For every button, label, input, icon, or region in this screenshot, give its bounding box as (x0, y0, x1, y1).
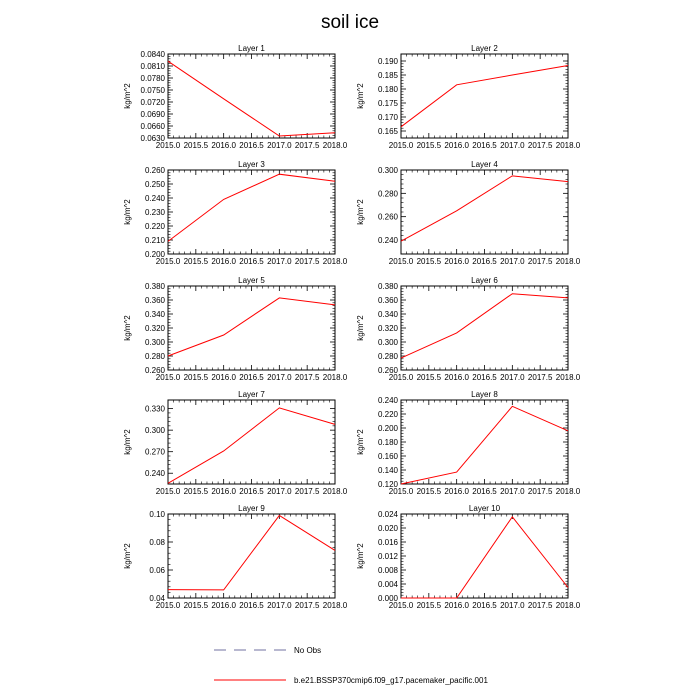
layer-7-ylabel: kg/m^2 (123, 429, 132, 455)
layer-3-panel (123, 160, 348, 266)
layer-8-ytick-label: 0.160 (377, 452, 398, 461)
layer-2-ylabel: kg/m^2 (356, 83, 365, 109)
layer-2-frame (401, 54, 568, 138)
layer-2-ytick-label: 0.190 (377, 57, 398, 66)
layer-5-series-line (168, 298, 335, 356)
layer-10-xtick-label: 2016.0 (444, 601, 469, 610)
layer-9-title: Layer 9 (238, 504, 265, 513)
layer-8-ytick-label: 0.220 (377, 410, 398, 419)
layer-8-xtick-label: 2015.5 (416, 487, 442, 496)
layer-4-ytick-label: 0.260 (377, 212, 398, 222)
layer-9-panel (123, 504, 348, 610)
layer-6-title: Layer 6 (471, 276, 498, 285)
layer-1-xtick-label: 2015.0 (155, 141, 181, 150)
layer-4-ylabel: kg/m^2 (356, 199, 365, 225)
layer-8-xtick-label: 2018.0 (555, 487, 581, 496)
layer-7-title: Layer 7 (238, 390, 265, 399)
layer-1-ytick-label: 0.0840 (140, 50, 165, 59)
layer-7-ytick-label: 0.240 (144, 469, 165, 479)
layer-6-ytick-label: 0.260 (377, 366, 398, 375)
layer-7-xtick-label: 2016.0 (211, 487, 236, 496)
layer-3-ytick-label: 0.200 (144, 250, 165, 259)
layer-6-ylabel: kg/m^2 (356, 315, 365, 341)
layer-1-panel (123, 44, 348, 150)
layer-9-xtick-label: 2017.5 (294, 601, 320, 610)
layer-2-ytick-label: 0.185 (377, 71, 398, 80)
layer-3-xtick-label: 2015.5 (183, 257, 209, 266)
legend-model-label: b.e21.BSSP370cmip6.f09_g17.pacemaker_pacific.001 (294, 676, 488, 685)
layer-7-xtick-label: 2018.0 (322, 487, 348, 496)
layer-4-xtick-label: 2015.5 (416, 257, 442, 266)
layer-1-frame (168, 54, 335, 138)
layer-6-panel (356, 276, 581, 382)
layer-2-ytick-label: 0.175 (377, 99, 398, 108)
layer-9-xtick-label: 2016.5 (239, 601, 264, 610)
layer-2-xtick-label: 2017.5 (527, 141, 553, 150)
layer-5-xtick-label: 2016.0 (211, 373, 236, 382)
layer-6-ytick-label: 0.380 (377, 282, 398, 291)
layer-3-xtick-label: 2015.0 (155, 257, 181, 266)
layer-8-panel (356, 390, 581, 496)
layer-10-title: Layer 10 (468, 504, 501, 513)
layer-4-xtick-label: 2018.0 (555, 257, 581, 266)
layer-8-series-line (401, 406, 568, 484)
layer-1-series-line (168, 61, 335, 136)
layer-6-ytick-label: 0.320 (377, 324, 398, 333)
layer-2-xtick-label: 2018.0 (555, 141, 581, 150)
layer-3-xtick-label: 2016.5 (239, 257, 264, 266)
layer-6-ytick-label: 0.280 (377, 352, 398, 361)
layer-3-title: Layer 3 (238, 160, 265, 169)
layer-8-ytick-label: 0.140 (377, 466, 398, 475)
layer-1-xtick-label: 2018.0 (322, 141, 348, 150)
layer-10-ytick-label: 0.004 (377, 580, 398, 589)
layer-8-xtick-label: 2017.5 (527, 487, 553, 496)
layer-2-series-line (401, 65, 568, 126)
layer-8-ylabel: kg/m^2 (356, 429, 365, 455)
layer-5-ytick-label: 0.320 (144, 324, 165, 333)
layer-5-panel (123, 276, 348, 382)
layer-4-series-line (401, 176, 568, 241)
layer-4-xtick-label: 2016.0 (444, 257, 469, 266)
layer-9-ytick-label: 0.08 (149, 538, 165, 547)
layer-2-ytick-label: 0.165 (377, 127, 398, 136)
layer-10-ytick-label: 0.016 (377, 538, 398, 547)
layer-4-xtick-label: 2015.0 (388, 257, 414, 266)
layer-1-ytick-label: 0.0690 (140, 110, 165, 119)
layer-1-ylabel: kg/m^2 (123, 83, 132, 109)
layer-3-ytick-label: 0.250 (144, 180, 165, 189)
layer-9-ytick-label: 0.10 (149, 510, 165, 519)
layer-5-ytick-label: 0.260 (144, 366, 165, 375)
layer-3-xtick-label: 2016.0 (211, 257, 236, 266)
layer-9-ytick-label: 0.04 (149, 594, 165, 603)
layer-4-panel (356, 160, 581, 266)
layer-2-panel (356, 44, 581, 150)
layer-1-ytick-label: 0.0780 (140, 74, 165, 83)
layer-8-xtick-label: 2016.0 (444, 487, 469, 496)
layer-7-ytick-label: 0.270 (144, 447, 165, 457)
layer-10-ytick-label: 0.012 (377, 552, 398, 561)
layer-3-xtick-label: 2017.0 (267, 257, 292, 266)
layer-5-ytick-label: 0.380 (144, 282, 165, 291)
layer-1-ytick-label: 0.0750 (140, 86, 165, 95)
layer-2-ytick-label: 0.170 (377, 113, 398, 122)
layer-9-ylabel: kg/m^2 (123, 543, 132, 569)
layer-10-ytick-label: 0.020 (377, 524, 398, 533)
layer-8-ytick-label: 0.180 (377, 438, 398, 447)
layer-3-ylabel: kg/m^2 (123, 199, 132, 225)
layer-7-series-line (168, 408, 335, 483)
layer-5-xtick-label: 2016.5 (239, 373, 264, 382)
layer-8-title: Layer 8 (471, 390, 498, 399)
layer-5-ytick-label: 0.360 (144, 296, 165, 305)
layer-7-xtick-label: 2015.0 (155, 487, 181, 496)
layer-1-xtick-label: 2016.5 (239, 141, 264, 150)
layer-10-xtick-label: 2017.0 (500, 601, 525, 610)
layer-5-frame (168, 286, 335, 370)
layer-9-xtick-label: 2017.0 (267, 601, 292, 610)
layer-5-xtick-label: 2018.0 (322, 373, 348, 382)
layer-8-xtick-label: 2016.5 (472, 487, 497, 496)
layer-3-ytick-label: 0.240 (144, 194, 165, 203)
layer-2-xtick-label: 2015.5 (416, 141, 442, 150)
layer-6-ytick-label: 0.360 (377, 296, 398, 305)
layer-10-ytick-label: 0.024 (377, 510, 398, 519)
layer-7-frame (168, 400, 335, 484)
layer-8-frame (401, 400, 568, 484)
panels (123, 44, 581, 610)
layer-4-ytick-label: 0.300 (377, 166, 398, 175)
layer-3-series-line (168, 174, 335, 241)
layer-5-ytick-label: 0.300 (144, 338, 165, 347)
layer-6-xtick-label: 2017.5 (527, 373, 553, 382)
layer-6-ytick-label: 0.300 (377, 338, 398, 347)
layer-10-ytick-label: 0.008 (377, 566, 398, 575)
layer-6-xtick-label: 2018.0 (555, 373, 581, 382)
layer-2-title: Layer 2 (471, 44, 498, 53)
layer-5-ylabel: kg/m^2 (123, 315, 132, 341)
layer-8-ytick-label: 0.240 (377, 396, 398, 405)
layer-9-ytick-label: 0.06 (149, 566, 165, 575)
layer-6-xtick-label: 2015.5 (416, 373, 442, 382)
layer-1-xtick-label: 2015.5 (183, 141, 209, 150)
layer-4-xtick-label: 2016.5 (472, 257, 497, 266)
layer-10-xtick-label: 2016.5 (472, 601, 497, 610)
layer-1-xtick-label: 2017.0 (267, 141, 292, 150)
layer-1-ytick-label: 0.0630 (140, 134, 165, 143)
layer-10-series-line (401, 517, 568, 598)
layer-5-xtick-label: 2017.0 (267, 373, 292, 382)
layer-7-xtick-label: 2017.0 (267, 487, 292, 496)
layer-7-panel (123, 390, 348, 496)
legend-no-obs-label: No Obs (294, 646, 322, 655)
layer-10-xtick-label: 2017.5 (527, 601, 553, 610)
layer-3-ytick-label: 0.210 (144, 236, 165, 245)
layer-9-series-line (168, 515, 335, 589)
layer-4-frame (401, 170, 568, 254)
layer-4-xtick-label: 2017.0 (500, 257, 525, 266)
figure-title: soil ice (320, 12, 380, 33)
layer-4-ytick-label: 0.240 (377, 236, 398, 245)
layer-7-xtick-label: 2016.5 (239, 487, 264, 496)
layer-6-xtick-label: 2015.0 (388, 373, 414, 382)
layer-8-ytick-label: 0.200 (377, 424, 398, 433)
layer-9-xtick-label: 2015.0 (155, 601, 181, 610)
layer-5-xtick-label: 2015.0 (155, 373, 181, 382)
layer-6-xtick-label: 2016.5 (472, 373, 497, 382)
layer-3-xtick-label: 2018.0 (322, 257, 348, 266)
layer-6-xtick-label: 2017.0 (500, 373, 525, 382)
layer-5-xtick-label: 2017.5 (294, 373, 320, 382)
layer-7-ytick-label: 0.330 (144, 404, 165, 414)
layer-10-panel (356, 504, 581, 610)
layer-4-title: Layer 4 (471, 160, 498, 169)
layer-3-ytick-label: 0.230 (144, 208, 165, 217)
layer-2-xtick-label: 2015.0 (388, 141, 414, 150)
layer-1-ytick-label: 0.0660 (140, 122, 165, 131)
legend (214, 646, 488, 685)
layer-10-xtick-label: 2018.0 (555, 601, 581, 610)
layer-4-xtick-label: 2017.5 (527, 257, 553, 266)
layer-3-xtick-label: 2017.5 (294, 257, 320, 266)
layer-9-frame (168, 514, 335, 598)
layer-4-ytick-label: 0.280 (377, 189, 398, 199)
layer-9-xtick-label: 2018.0 (322, 601, 348, 610)
layer-7-xtick-label: 2015.5 (183, 487, 209, 496)
layer-1-xtick-label: 2016.0 (211, 141, 236, 150)
layer-2-xtick-label: 2016.0 (444, 141, 469, 150)
layer-10-xtick-label: 2015.5 (416, 601, 442, 610)
layer-5-xtick-label: 2015.5 (183, 373, 209, 382)
layer-8-ytick-label: 0.120 (377, 480, 398, 489)
layer-1-title: Layer 1 (238, 44, 265, 53)
layer-8-xtick-label: 2017.0 (500, 487, 525, 496)
layer-10-ytick-label: 0.000 (377, 594, 398, 603)
layer-7-xtick-label: 2017.5 (294, 487, 320, 496)
layer-6-series-line (401, 294, 568, 358)
layer-2-xtick-label: 2016.5 (472, 141, 497, 150)
layer-1-ytick-label: 0.0810 (140, 62, 165, 71)
layer-7-ytick-label: 0.300 (144, 426, 165, 436)
layer-1-ytick-label: 0.0720 (140, 98, 165, 107)
layer-5-title: Layer 5 (238, 276, 265, 285)
layer-6-xtick-label: 2016.0 (444, 373, 469, 382)
layer-8-xtick-label: 2015.0 (388, 487, 414, 496)
layer-2-ytick-label: 0.180 (377, 85, 398, 94)
layer-9-xtick-label: 2015.5 (183, 601, 209, 610)
layer-10-xtick-label: 2015.0 (388, 601, 414, 610)
layer-3-frame (168, 170, 335, 254)
layer-6-frame (401, 286, 568, 370)
layer-3-ytick-label: 0.260 (144, 166, 165, 175)
layer-3-ytick-label: 0.220 (144, 222, 165, 231)
layer-1-xtick-label: 2017.5 (294, 141, 320, 150)
layer-5-ytick-label: 0.340 (144, 310, 165, 319)
layer-2-xtick-label: 2017.0 (500, 141, 525, 150)
layer-6-ytick-label: 0.340 (377, 310, 398, 319)
layer-5-ytick-label: 0.280 (144, 352, 165, 361)
layer-9-xtick-label: 2016.0 (211, 601, 236, 610)
layer-10-ylabel: kg/m^2 (356, 543, 365, 569)
